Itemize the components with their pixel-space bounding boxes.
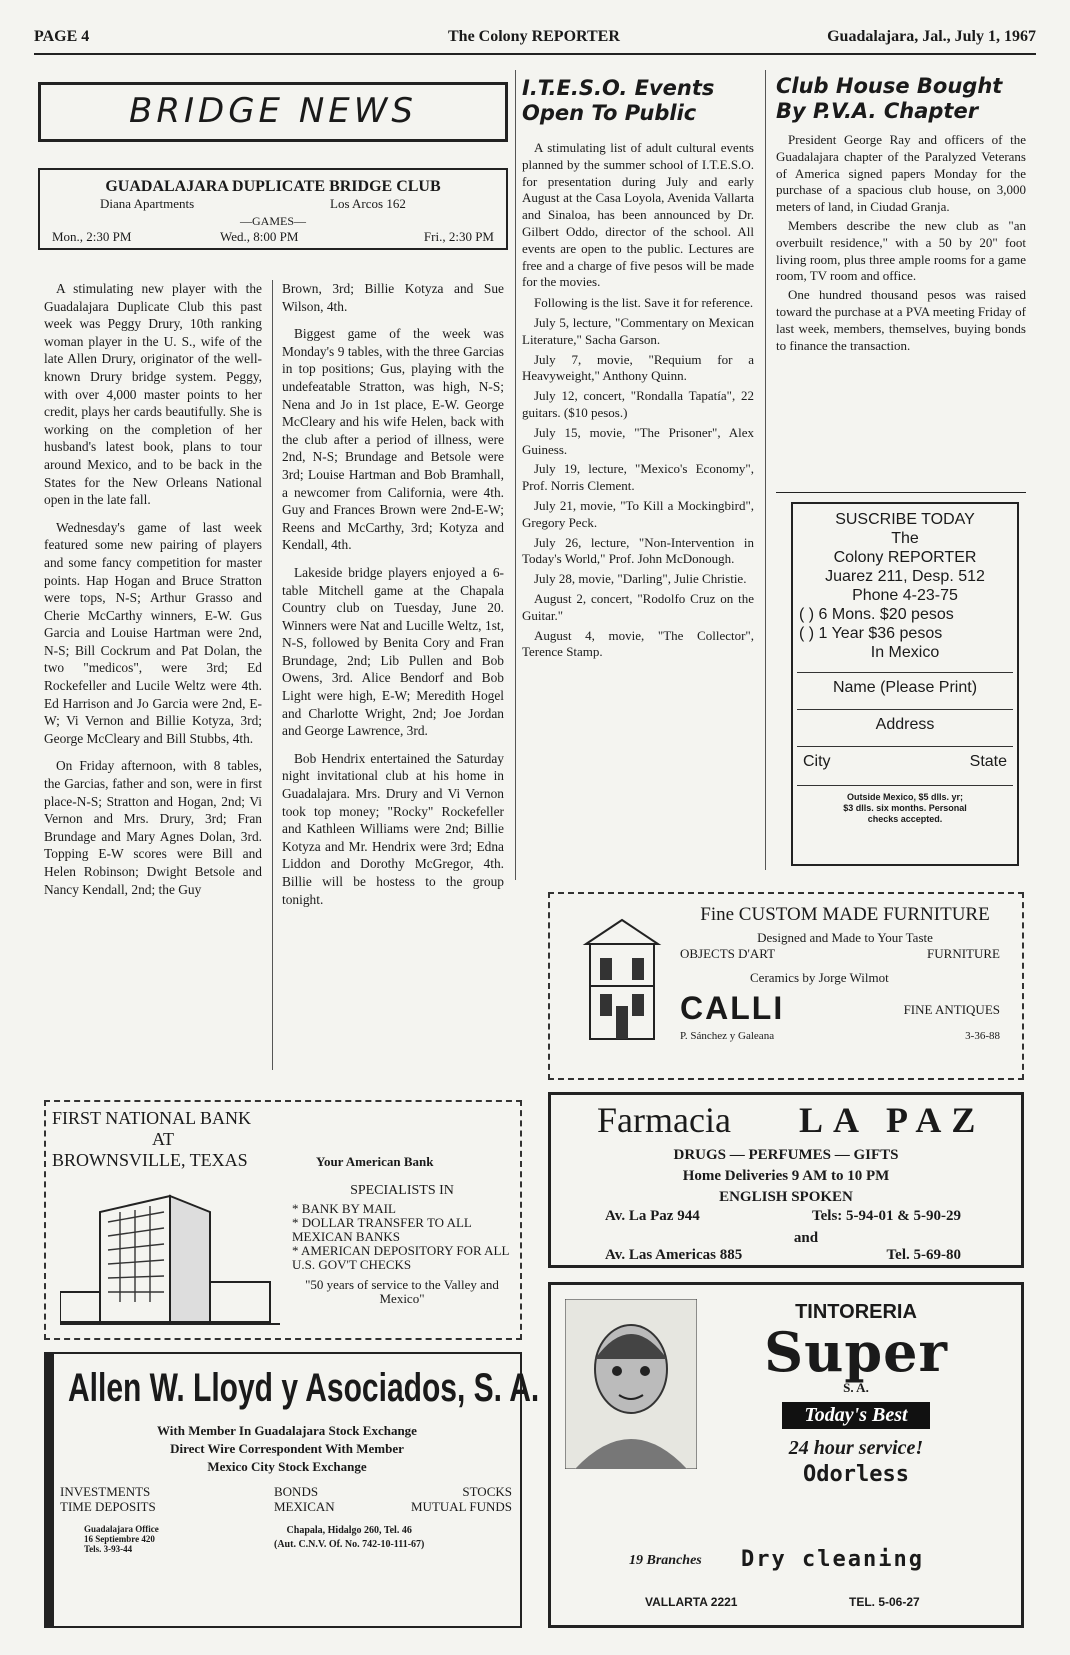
iteso-para: Following is the list. Save it for reference. <box>534 295 754 311</box>
lloyd-line: Direct Wire Correspondent With Member <box>170 1441 404 1456</box>
subscribe-in-mexico: In Mexico <box>870 644 940 661</box>
lloyd-office: 16 Septiembre 420 <box>84 1534 155 1544</box>
iteso-para: July 19, lecture, "Mexico's Economy", Prof. Norris Clement. <box>522 461 754 494</box>
bridge-para: Bob Hendrix entertained the Saturday night invitational club at his home in Guadalajara. Mrs. Drury and Vi Vernon took top money; "Rocky" Rockefeller and Kathleen Williams were 2nd; Billie Kotyza and Mr. Hendrix were 3rd; Edna Liddon and Dorothy McGregor, 4th. Billie will be hostess to the group tonight. <box>282 750 504 907</box>
iteso-para: July 26, lecture, "Non-Intervention in Today's World," Prof. John McDonough. <box>522 534 754 567</box>
farmacia-name: Farmacia <box>597 1100 731 1140</box>
lloyd-authorization: (Aut. C.N.V. Of. No. 742-10-111-67) <box>274 1539 425 1550</box>
subscribe-box <box>791 502 1019 866</box>
page-number: PAGE 4 <box>34 28 90 45</box>
iteso-para: July 15, movie, "The Prisoner", Alex Guiness. <box>522 424 754 457</box>
lloyd-mexican: MEXICAN <box>274 1499 335 1514</box>
clubhouse-para: One hundred thousand pesos was raised toward the purchase at a PVA meeting Friday of last week, members, themselves, buying bonds to finance the transaction. <box>776 287 1026 353</box>
super-dry-cleaning: Dry cleaning <box>741 1547 924 1572</box>
bank-specialists: SPECIALISTS IN <box>350 1183 454 1198</box>
iteso-para: A stimulating list of adult cultural events planned by the summer school of I.T.E.S.O. for presentation during July and early August at the Casa Loyola, Avenida Vallarta and Sinaloa, has been announced by Dr. Gilbert Oddo, director of the school. All events are open to the public. Lectures are free and a charge of five pesos will be made for the movies. <box>522 140 754 290</box>
iteso-headline-2: Open To Public <box>522 101 697 125</box>
section-rule <box>776 492 1026 493</box>
bridge-para: Wednesday's game of last week featured some new pairing of players and some fancy competition for master points. Hap Hogan and Bruce Stratton were tops, N-S; Arthur Grasso and Cherie McCarthy winners, E-W. Gus Garcia and Louise Hartman were 2nd, N-S; Bill Cockrum and Pat Dolan, the two "medicos", were 3rd; Ed Rockefeller and Lucile Weltz were 4th. Ed Harrison and Jo Garcia were 2nd, E-W; Vi Vernon and Billie Kotyza, 3rd; George McCleary and Bill Stubbs, 4th. <box>44 519 262 746</box>
paper-title: The Colony REPORTER <box>448 28 620 45</box>
column-divider <box>765 70 766 870</box>
bank-tagline: Your American Bank <box>316 1154 434 1169</box>
calli-tagline: Fine CUSTOM MADE FURNITURE <box>700 904 990 925</box>
column-divider <box>515 70 516 880</box>
super-sa: S. A. <box>843 1380 869 1395</box>
super-branches: 19 Branches <box>629 1553 702 1568</box>
bridge-para: A stimulating new player with the Guadalajara Duplicate Club this past week was Peggy Drury, 10th ranking woman player in the U. S., wife of the late Allen Drury, originator of the well-known Drury bridge system. Peggy, with over 4,000 master points to her credit, plays her cards beautifully. She is working on the completion of her husband's latest book, plans to tour around Mexico, and to be back in the States for the New Orleans National open in the late fall. <box>44 281 262 508</box>
super-name: Super <box>764 1320 948 1384</box>
bridge-para: Brown, 3rd; Billie Kotyza and Sue Wilson, 4th. <box>282 281 504 314</box>
subscribe-fine-print: $3 dlls. six months. Personal <box>843 803 967 813</box>
subscribe-phone: Phone 4-23-75 <box>852 587 958 604</box>
calli-objects: OBJECTS D'ART <box>680 946 776 961</box>
game-fri: Fri., 2:30 PM <box>423 229 494 244</box>
iteso-article <box>522 76 754 664</box>
iteso-headline-1: I.T.E.S.O. Events <box>522 76 715 100</box>
bank-name: FIRST NATIONAL BANK <box>52 1108 252 1128</box>
super-24-hour: 24 hour service! <box>788 1437 924 1459</box>
calli-address: P. Sánchez y Galeana <box>680 1030 775 1042</box>
issue-date: Guadalajara, Jal., July 1, 1967 <box>827 28 1036 45</box>
calli-ad <box>548 892 1024 1080</box>
lloyd-stocks: STOCKS <box>462 1484 512 1499</box>
address-field[interactable]: Address <box>875 716 935 733</box>
calli-antiques: FINE ANTIQUES <box>903 1002 1000 1017</box>
subscribe-fine-print: checks accepted. <box>867 814 943 824</box>
lloyd-chapala: Chapala, Hidalgo 260, Tel. 46 <box>286 1525 412 1536</box>
masthead <box>34 22 1036 52</box>
portrait-illustration <box>565 1299 697 1469</box>
super-todays-best: Today's Best <box>782 1402 929 1429</box>
farmacia-english: ENGLISH SPOKEN <box>719 1189 853 1205</box>
lloyd-mutual-funds: MUTUAL FUNDS <box>411 1499 512 1514</box>
state-field[interactable]: State <box>969 753 1007 770</box>
lloyd-investments: INVESTMENTS <box>60 1484 151 1499</box>
clubhouse-article <box>776 74 1026 356</box>
game-mon: Mon., 2:30 PM <box>52 229 132 244</box>
subscribe-heading: SUSCRIBE TODAY <box>835 511 975 528</box>
lloyd-name: Allen W. Lloyd y Asociados, S. A. <box>68 1366 540 1410</box>
iteso-para: July 21, movie, "To Kill a Mockingbird", Gregory Peck. <box>522 497 754 530</box>
building-illustration <box>580 914 664 1044</box>
bridge-title-box <box>38 82 508 142</box>
super-ad <box>548 1282 1024 1628</box>
farmacia-tels-2: Tel. 5-69-80 <box>886 1247 961 1263</box>
bank-service: * DOLLAR TRANSFER TO ALL MEXICAN BANKS <box>292 1215 472 1244</box>
club-box <box>38 168 508 250</box>
option-6-months[interactable]: ( ) 6 Mons. $20 pesos <box>799 606 954 623</box>
city-field[interactable]: City <box>803 753 831 770</box>
club-name: GUADALAJARA DUPLICATE BRIDGE CLUB <box>105 178 441 195</box>
calli-furniture: FURNITURE <box>927 946 1000 961</box>
iteso-para: July 28, movie, "Darling", Julie Christie. <box>534 571 747 587</box>
calli-name: CALLI <box>680 990 785 1026</box>
bridge-column-1 <box>44 280 262 908</box>
venue-1: Diana Apartments <box>100 196 195 211</box>
farmacia-address-1: Av. La Paz 944 <box>605 1208 700 1224</box>
subscribe-fine-print: Outside Mexico, $5 dlls. yr; <box>846 792 964 802</box>
bank-building-illustration <box>60 1192 280 1332</box>
farmacia-la-paz: LA PAZ <box>799 1100 986 1140</box>
farmacia-tels-1: Tels: 5-94-01 & 5-90-29 <box>811 1208 961 1224</box>
calli-subline: Designed and Made to Your Taste <box>757 930 933 945</box>
iteso-para: July 7, movie, "Requium for a Heavyweight," Anthony Quinn. <box>522 351 754 384</box>
bridge-para: Biggest game of the week was Monday's 9 tables, with the three Garcias in top positions; Gus, playing with the undefeatable Stratton, was high, N-S; Nena and Jo in 1st place, E-W. George McCleary and his wife Helen, back with the club after a period of illness, were 2nd, N-S; Brundage and Betsole were 3rd; Louise Hartman and Bob Bramhall, a newcomer from California, were 4th. Guy and Frances Brown were 2nd-E-W; Reens and McCarthy, 3rd; Kotyza and Kendall, 4th. <box>282 326 504 553</box>
lloyd-bonds: BONDS <box>274 1484 319 1499</box>
farmacia-ad <box>548 1092 1024 1268</box>
clubhouse-headline-1: Club House Bought <box>776 74 1003 98</box>
bank-ad <box>44 1100 522 1340</box>
iteso-para: July 12, concert, "Rondalla Tapatía", 22 guitars. ($10 pesos.) <box>522 388 754 420</box>
bank-quote: "50 years of service to the Valley and Mexico" <box>305 1277 499 1306</box>
games-label: —GAMES— <box>239 214 306 228</box>
lloyd-office: Tels. 3-93-44 <box>84 1544 133 1554</box>
iteso-para: August 2, concert, "Rodolfo Cruz on the Guitar." <box>522 590 754 623</box>
subscribe-address: Juarez 211, Desp. 512 <box>825 568 985 585</box>
super-phone: TEL. 5-06-27 <box>849 1595 920 1609</box>
farmacia-address-2: Av. Las Americas 885 <box>605 1247 743 1263</box>
farmacia-and: and <box>793 1230 819 1246</box>
option-1-year[interactable]: ( ) 1 Year $36 pesos <box>799 625 943 642</box>
game-wed: Wed., 8:00 PM <box>220 229 299 244</box>
super-address: VALLARTA 2221 <box>645 1595 738 1609</box>
name-field[interactable]: Name (Please Print) <box>832 679 978 696</box>
farmacia-products: DRUGS — PERFUMES — GIFTS <box>673 1147 899 1163</box>
bridge-para: On Friday afternoon, with 8 tables, the Garcias, father and son, were in first place-N-S; Stratton and Hogan, 2nd; Vi Vernon and Mrs. Drury, 3rd; Fran Brundage and Mary Agnes Dolan, 3rd. Topping E-W scores were Bill and Helen Robinson; Dwight Betsole and Nancy Kendall, 2nd; the Guy <box>44 758 262 897</box>
lloyd-time-deposits: TIME DEPOSITS <box>60 1499 156 1514</box>
lloyd-line: Mexico City Stock Exchange <box>207 1459 367 1474</box>
lloyd-line: With Member In Guadalajara Stock Exchange <box>157 1423 417 1438</box>
venue-2: Los Arcos 162 <box>330 196 406 211</box>
bridge-para: Lakeside bridge players enjoyed a 6-table Mitchell game at the Chapala Country club on Tuesday, June 20. Winners were Nat and Lucille Weltz, 1st, N-S, followed by Benita Cory and Fran Brundage, 2nd; Lib Pullen and Bob Owens, 3rd. Alice Bendorf and Bob Light were high, E-W; Meredith Hogel and Charlotte Wright, 2nd; Joe Jordan and George Lawrence, 3rd. <box>282 564 504 739</box>
super-odorless: Odorless <box>803 1462 909 1487</box>
bridge-title: BRIDGE NEWS <box>129 91 417 131</box>
column-divider <box>272 280 273 1070</box>
farmacia-delivery: Home Deliveries 9 AM to 10 PM <box>682 1168 890 1184</box>
bank-service: * AMERICAN DEPOSITORY FOR ALL U.S. GOV'T CHECKS <box>292 1243 509 1272</box>
bridge-column-2 <box>282 280 504 918</box>
clubhouse-para: President George Ray and officers of the Guadalajara chapter of the Paralyzed Veterans of America signed papers Monday for the purchase of a spacious club house, on 3,000 meters of land, in Ciudad Granja. <box>776 132 1026 215</box>
iteso-para: August 4, movie, "The Collector", Terence Stamp. <box>522 627 754 660</box>
iteso-para: July 5, lecture, "Commentary on Mexican Literature," Sacha Garson. <box>522 314 754 347</box>
bank-at: AT <box>152 1129 174 1149</box>
clubhouse-headline-2: By P.V.A. Chapter <box>776 99 979 123</box>
lloyd-ad <box>44 1352 540 1628</box>
super-tintoreria: TINTORERIA <box>795 1301 917 1323</box>
bank-city: BROWNSVILLE, TEXAS <box>52 1150 248 1170</box>
lloyd-office: Guadalajara Office <box>84 1524 159 1534</box>
calli-phone: 3-36-88 <box>965 1030 1000 1042</box>
subscribe-paper: Colony REPORTER <box>833 549 977 566</box>
bank-service: * BANK BY MAIL <box>292 1201 396 1216</box>
calli-ceramics: Ceramics by Jorge Wilmot <box>750 970 889 985</box>
subscribe-the: The <box>891 530 919 547</box>
masthead-rule <box>34 53 1036 55</box>
clubhouse-para: Members describe the new club as "an overbuilt residence," with a 50 by 20" foot living room, plus three ample rooms for a game room, TV room and office. <box>776 217 1026 284</box>
